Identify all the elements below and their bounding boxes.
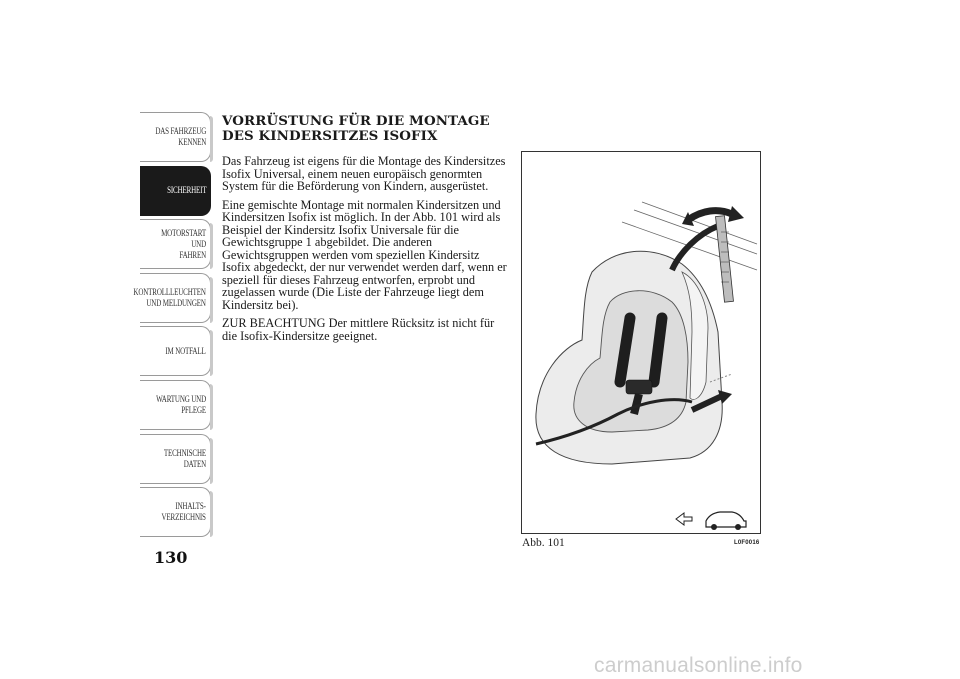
paragraph: Eine gemischte Montage mit normalen Kindersitzen und Kindersitzen Isofix ist möglich. In der Abb. 101 wird als Beispiel der Kindersitz Isofix Universale für die Gewichtsgruppe 1 abgebildet. Die anderen Gewichtsgruppen werden vom speziellen Kindersitz Isofix abgedeckt, der nur verwendet werden darf, wenn er speziell für dieses Fahrzeug entworfen, erprobt und zugelassen wurde (Die Liste der Fahrzeuge liegt dem Kindersitz bei). (222, 197, 507, 312)
page-number: 130 (154, 548, 188, 567)
tab-kontrollleuchten-und-meldungen[interactable] (133, 273, 211, 323)
tab-sicherheit[interactable] (140, 166, 211, 216)
tab-label: INHALTS- VERZEICHNIS (161, 501, 206, 523)
figure-frame (521, 151, 761, 534)
watermark: carmanualsonline.info (594, 654, 803, 677)
car-direction-icon (672, 507, 752, 533)
figure-caption: Abb. 101 (522, 537, 565, 549)
tab-shadow (210, 491, 213, 537)
tab-inhaltsverzeichnis[interactable] (140, 487, 211, 537)
tab-motorstart-und-fahren[interactable] (140, 219, 211, 269)
tab-label: MOTORSTART UND FAHREN (161, 227, 206, 260)
tab-label: SICHERHEIT (166, 185, 206, 196)
tab-label: KONTROLLLEUCHTEN UND MELDUNGEN (133, 286, 206, 308)
tab-shadow (210, 330, 213, 376)
body-text (222, 155, 507, 348)
tab-label: TECHNISCHE DATEN (163, 447, 206, 469)
tab-wartung-und-pflege[interactable] (140, 380, 211, 430)
chapter-tabs (133, 112, 211, 541)
tab-shadow (210, 116, 213, 162)
tab-shadow (210, 384, 213, 430)
tab-label: IM NOTFALL (165, 345, 206, 356)
tab-das-fahrzeug-kennen[interactable] (140, 112, 211, 162)
tab-label: DAS FAHRZEUG KENNEN (155, 126, 206, 147)
section-heading: VORRÜSTUNG FÜR DIE MONTAGE DES KINDERSITZES ISOFIX (222, 113, 490, 144)
figure-code: L0F0016 (734, 540, 760, 546)
tab-shadow (210, 438, 213, 484)
child-seat-illustration (522, 152, 762, 535)
tab-shadow (210, 277, 213, 323)
paragraph: ZUR BEACHTUNG Der mittlere Rücksitz ist nicht für die Isofix-Kindersitze geeignet. (222, 316, 495, 343)
tab-label: WARTUNG UND PFLEGE (156, 393, 206, 415)
tab-shadow (210, 223, 213, 269)
tab-im-notfall[interactable] (140, 326, 211, 376)
tab-technische-daten[interactable] (140, 434, 211, 484)
paragraph: Das Fahrzeug ist eigens für die Montage des Kindersitzes Isofix Universal, einem neuen europäisch genormten System für die Beförderung von Kindern, ausgerüstet. (222, 154, 506, 193)
